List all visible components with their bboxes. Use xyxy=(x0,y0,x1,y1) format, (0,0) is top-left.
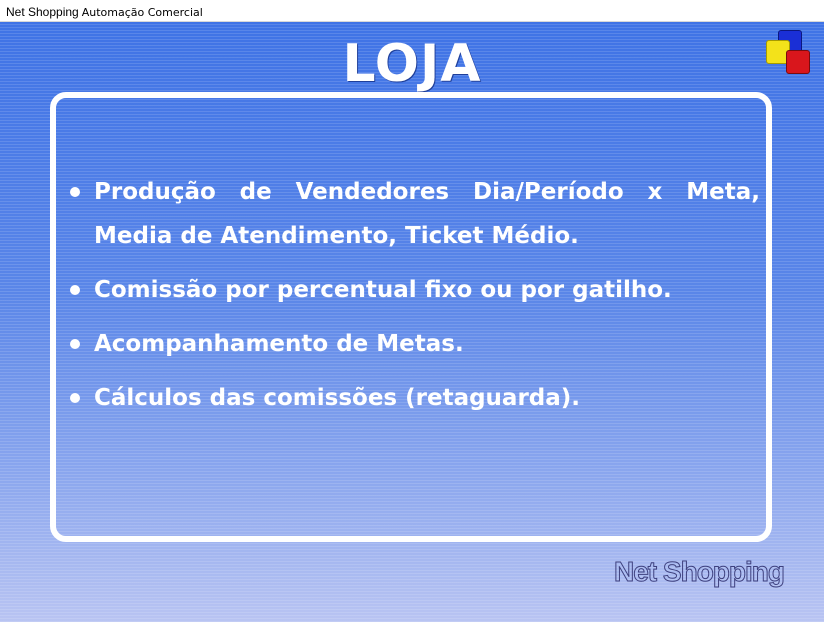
bullet-text: Comissão por percentual fixo ou por gatilho. xyxy=(94,277,672,303)
bullet-dot-icon xyxy=(70,285,80,295)
bullet-text: Cálculos das comissões (retaguarda). xyxy=(94,385,581,411)
bullet-item xyxy=(68,376,760,420)
bullet-dot-icon xyxy=(70,339,80,349)
bullet-item xyxy=(68,268,760,312)
bullet-text: Produção de Vendedores Dia/Período x Meta, Media de Atendimento, Ticket Médio. xyxy=(94,179,760,249)
bullet-list xyxy=(68,170,760,430)
app-name: Net Shopping xyxy=(6,5,79,19)
content-box xyxy=(50,92,772,542)
title-bar xyxy=(0,0,824,22)
slide-title: LOJA xyxy=(342,34,482,94)
bullet-text: Acompanhamento de Metas. xyxy=(94,331,464,357)
red-square-icon xyxy=(786,50,810,74)
colored-squares-logo-icon xyxy=(764,28,812,76)
app-subtitle: Automação Comercial xyxy=(81,6,203,19)
bullet-item xyxy=(68,322,760,366)
net-shopping-watermark: Net Shopping xyxy=(614,556,784,587)
bullet-dot-icon xyxy=(70,187,80,197)
bullet-item xyxy=(68,170,760,258)
slide-area xyxy=(0,22,824,622)
bullet-dot-icon xyxy=(70,393,80,403)
